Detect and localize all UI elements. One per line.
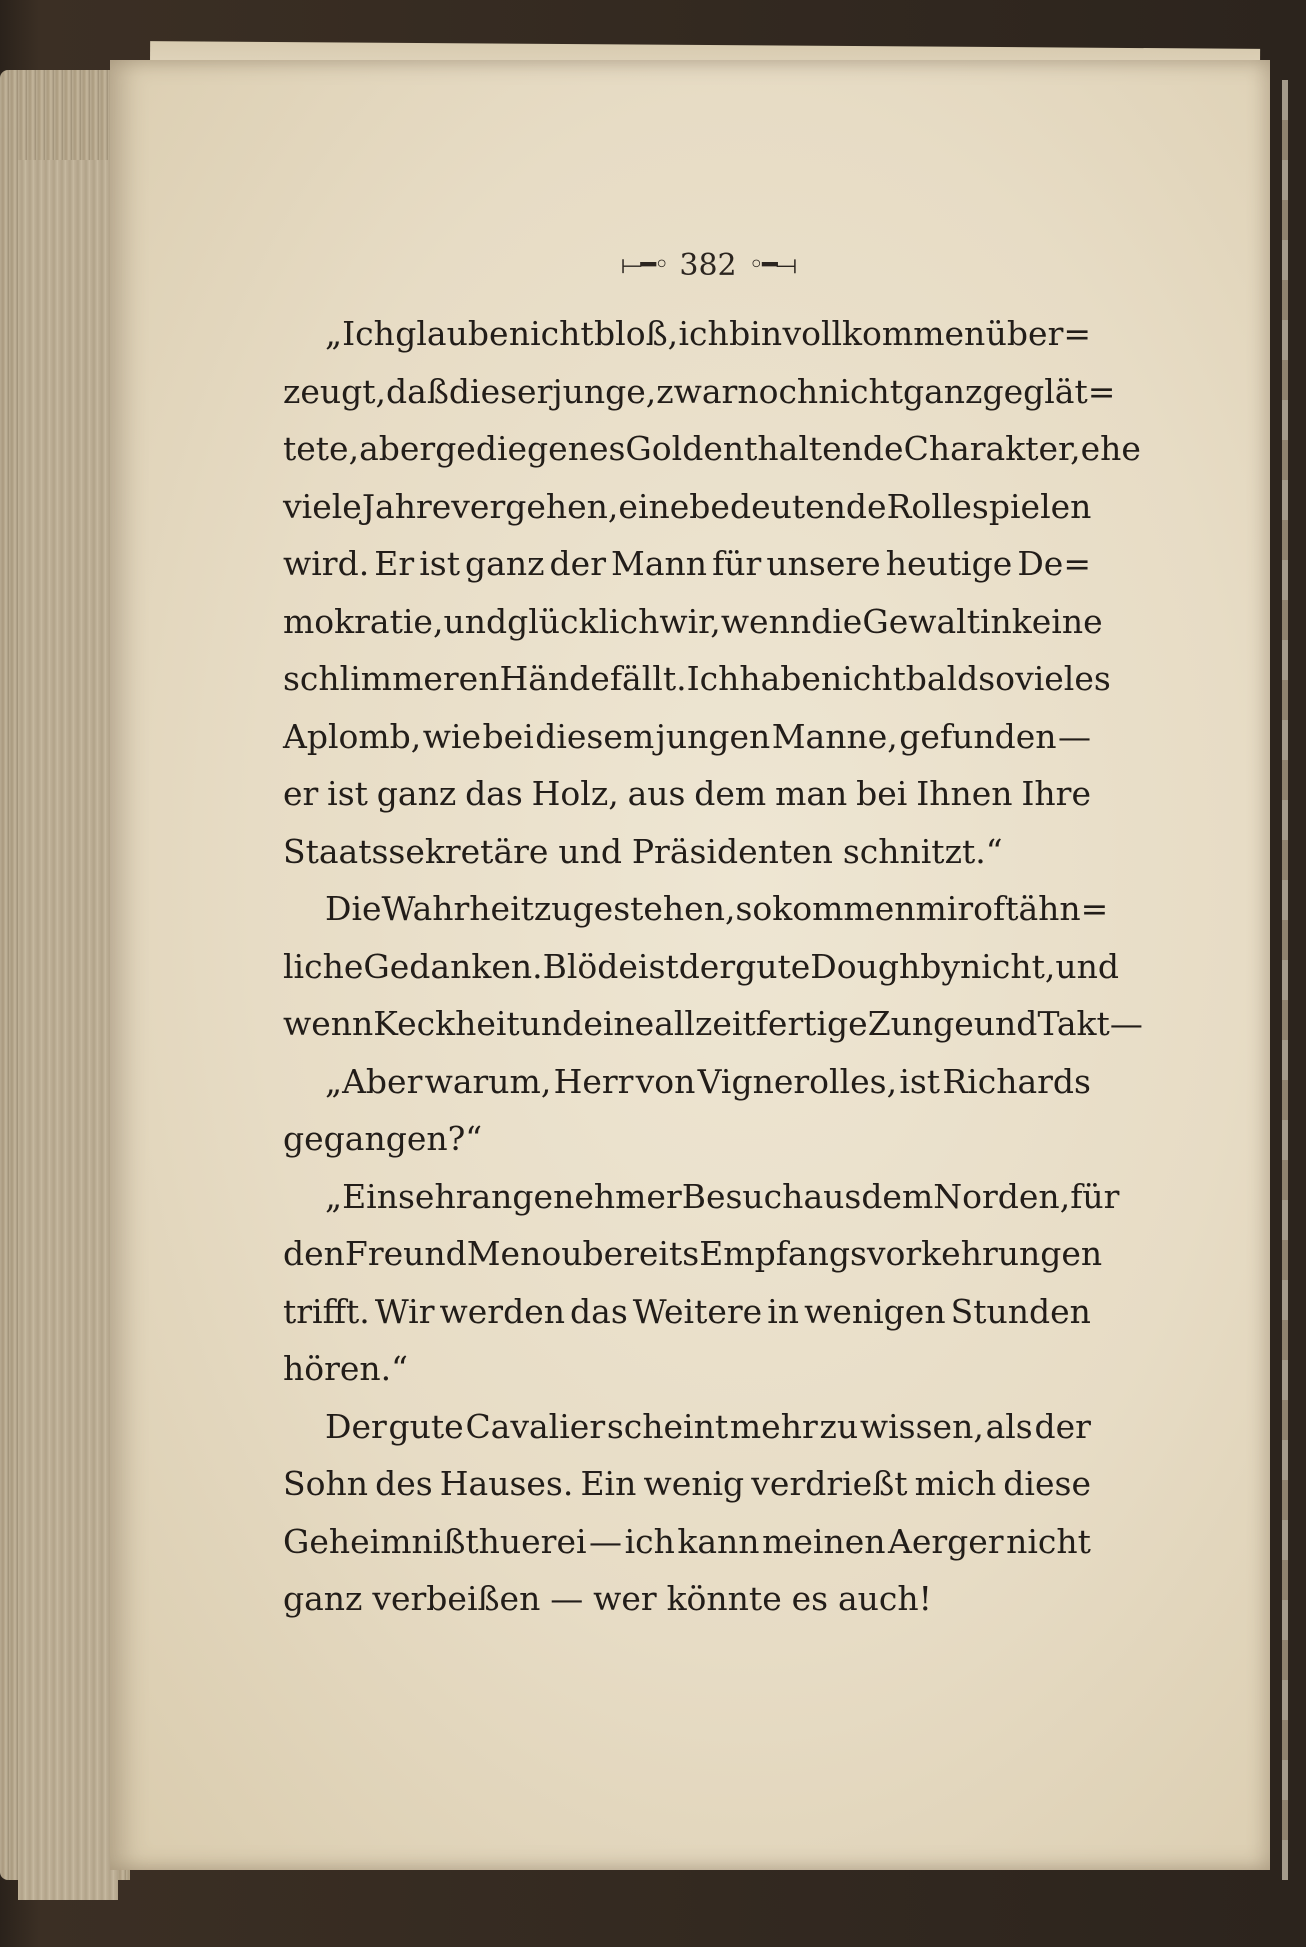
left-ornament-icon: ⟝━◦: [620, 250, 668, 280]
text-line: schlimmeren Hände fällt. Ich habe nicht bald so vieles: [283, 659, 1111, 698]
text-line: Aplomb, wie bei diesem jungen Manne, gefunden —: [283, 716, 1091, 756]
page-number: 382: [679, 248, 737, 283]
text-line: viele Jahre vergehen, eine bedeutende Rolle spielen: [283, 486, 1092, 526]
page-text-block: [283, 305, 1143, 1628]
text-line: hören.“: [283, 1349, 409, 1388]
text-line: „Ich glaube nicht bloß, ich bin vollkommen über=: [325, 314, 1091, 353]
page-edges-inner: [18, 160, 118, 1900]
page-number-header: [0, 248, 1306, 283]
binding-thread: [1282, 80, 1288, 1880]
text-line: liche Gedanken. Blöde ist der gute Doughby nicht, und: [283, 946, 1119, 986]
text-line: Staatssekretäre und Präsidenten schnitzt.“: [283, 831, 1003, 871]
text-line: „Aber warum, Herr von Vignerolles, ist Richards: [325, 1061, 1091, 1101]
text-line: Sohn des Hauses. Ein wenig verdrießt mich diese: [283, 1464, 1091, 1503]
text-line: ganz verbeißen — wer könnte es auch!: [283, 1579, 932, 1618]
text-line: tete, aber gediegenes Gold enthaltende Charakter, ehe: [283, 429, 1141, 468]
text-line: wenn Keckheit und eine allzeit fertige Zunge und Takt —: [283, 1004, 1143, 1043]
text-line: mokratie, und glücklich wir, wenn die Gewalt in keine: [283, 601, 1103, 641]
text-line: „Ein sehr angenehmer Besuch aus dem Norden, für: [325, 1176, 1120, 1216]
text-line: zeugt, daß dieser junge, zwar noch nicht ganz geglät=: [283, 371, 1116, 411]
text-line: den Freund Menou bereits Empfangsvorkehrungen: [283, 1234, 1103, 1273]
text-line: Geheimnißthuerei — ich kann meinen Aerger nicht: [283, 1521, 1091, 1561]
text-line: er ist ganz das Holz, aus dem man bei Ihnen Ihre: [283, 774, 1091, 813]
text-line: wird. Er ist ganz der Mann für unsere heutige De=: [283, 544, 1091, 583]
text-line: Die Wahrheit zu gestehen, so kommen mir oft ähn=: [325, 889, 1109, 928]
text-line: Der gute Cavalier scheint mehr zu wissen, als der: [325, 1406, 1091, 1446]
text-line: trifft. Wir werden das Weitere in wenigen Stunden: [283, 1291, 1091, 1331]
text-line: gegangen?“: [283, 1119, 483, 1158]
right-ornament-icon: ◦━⟞: [748, 250, 796, 280]
